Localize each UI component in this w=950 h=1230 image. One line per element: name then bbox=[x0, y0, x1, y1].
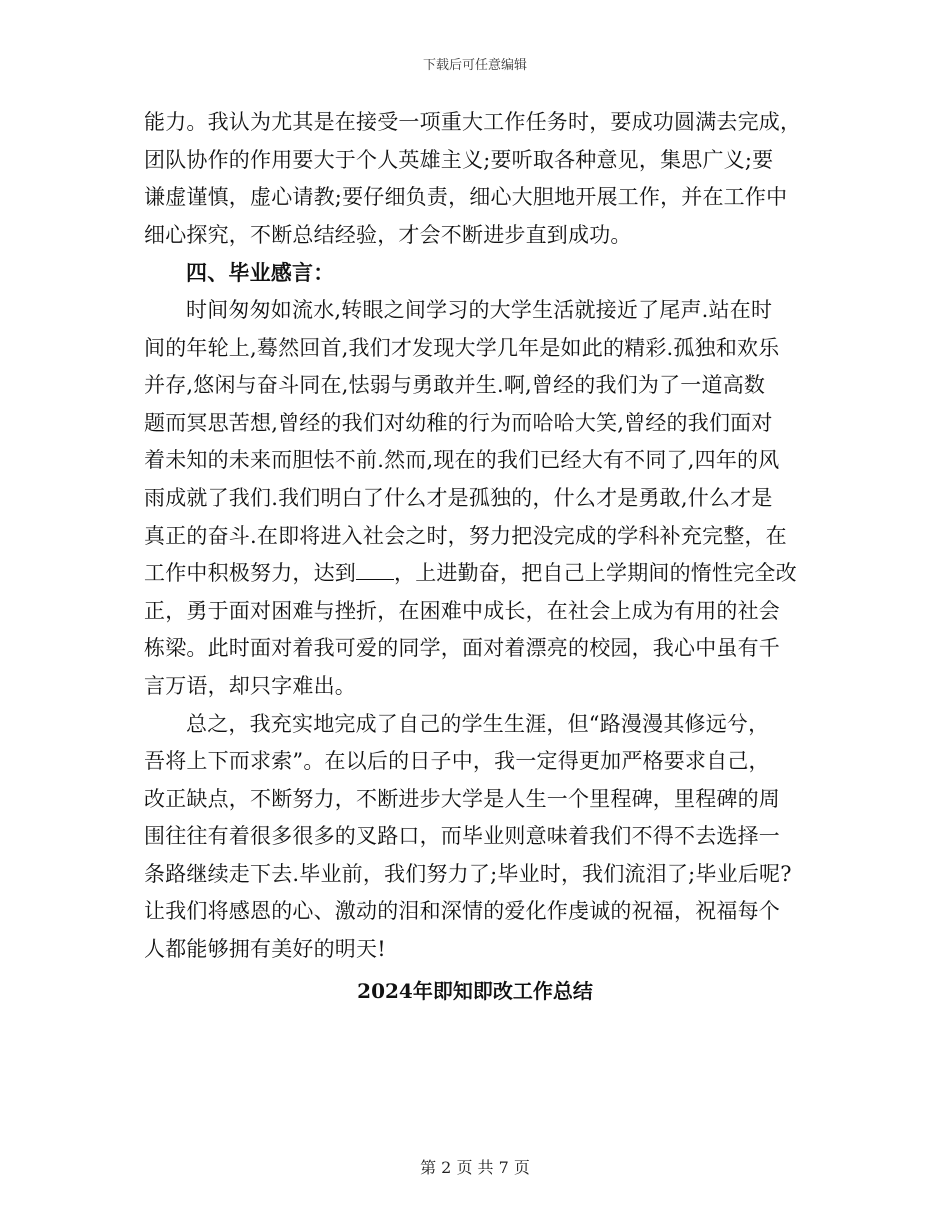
page-header: 下载后可任意编辑 bbox=[422, 58, 527, 73]
body-line: 题而冥思苦想,曾经的我们对幼稚的行为而哈哈大笑,曾经的我们面对 bbox=[144, 410, 773, 435]
body-line: 栋梁。此时面对着我可爱的同学，面对着漂亮的校园，我心中虽有千 bbox=[144, 636, 780, 661]
fill-in-blank bbox=[356, 561, 394, 580]
body-line: 围往往有着很多很多的叉路口，而毕业则意味着我们不得不去选择一 bbox=[144, 824, 780, 849]
body-line: 时间匆匆如流水,转眼之间学习的大学生活就接近了尾声.站在时 bbox=[186, 297, 773, 322]
body-line: 着未知的未来而胆怯不前.然而,现在的我们已经大有不同了,四年的风 bbox=[144, 448, 780, 473]
body-line: 言万语，却只字难出。 bbox=[144, 673, 356, 698]
document-body bbox=[144, 104, 824, 969]
body-line: 并存,悠闲与奋斗同在,怯弱与勇敢并生.啊,曾经的我们为了一道高数 bbox=[144, 373, 766, 398]
body-line: 人都能够拥有美好的明天! bbox=[144, 937, 386, 962]
body-line: 细心探究，不断总结经验，才会不断进步直到成功。 bbox=[144, 222, 632, 247]
section-heading: 四、毕业感言： bbox=[186, 260, 335, 286]
body-line: 真正的奋斗.在即将进入社会之时，努力把没完成的学科补充完整，在 bbox=[144, 523, 787, 548]
body-line: 团队协作的作用要大于个人英雄主义;要听取各种意见，集思广义;要 bbox=[144, 147, 774, 172]
body-line: 让我们将感恩的心、激动的泪和深情的爱化作虔诚的祝福，祝福每个 bbox=[144, 899, 780, 924]
body-line: 能力。我认为尤其是在接受一项重大工作任务时，要成功圆满去完成， bbox=[144, 110, 802, 134]
body-line: 总之，我充实地完成了自己的学生生涯，但“路漫漫其修远兮， bbox=[186, 711, 770, 736]
page-footer: 第 2 页 共 7 页 bbox=[420, 1158, 530, 1177]
line-text: 工作中积极努力，达到 bbox=[144, 561, 356, 586]
body-line: 正，勇于面对困难与挫折，在困难中成长，在社会上成为有用的社会 bbox=[144, 598, 780, 623]
body-line bbox=[144, 555, 824, 593]
body-line: 条路继续走下去.毕业前，我们努力了;毕业时，我们流泪了;毕业后呢? bbox=[144, 861, 792, 886]
body-line: 雨成就了我们.我们明白了什么才是孤独的，什么才是勇敢,什么才是 bbox=[144, 485, 773, 510]
body-line: 谦虚谨慎，虚心请教;要仔细负责，细心大胆地开展工作，并在工作中 bbox=[144, 185, 788, 210]
body-line: 间的年轮上,蓦然回首,我们才发现大学几年是如此的精彩.孤独和欢乐 bbox=[144, 335, 780, 360]
body-line: 改正缺点，不断努力，不断进步大学是人生一个里程碑，里程碑的周 bbox=[144, 786, 780, 811]
document-title: 2024年即知即改工作总结 bbox=[357, 979, 593, 1003]
body-line: 吾将上下而求索”。在以后的日子中，我一定得更加严格要求自己， bbox=[144, 749, 770, 774]
line-text: ，上进勤奋，把自己上学期间的惰性完全改 bbox=[394, 561, 797, 586]
